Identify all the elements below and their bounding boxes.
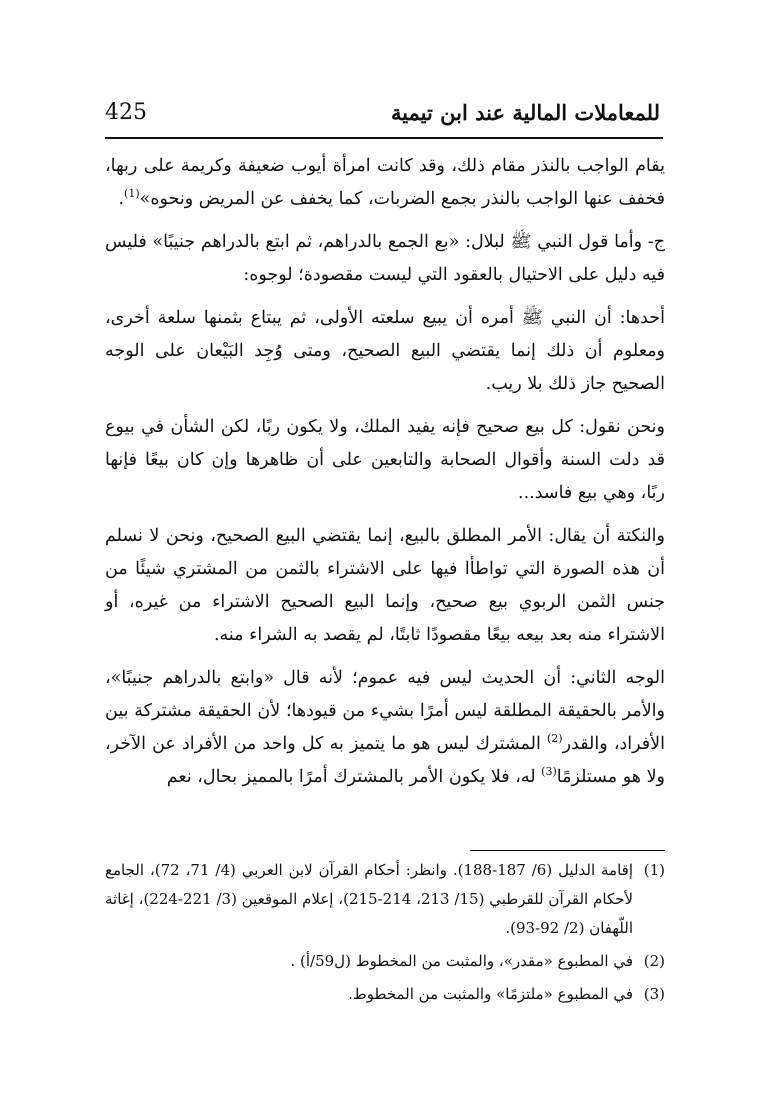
main-text (105, 150, 665, 804)
page-header (105, 100, 660, 136)
paragraph-3 (105, 302, 665, 401)
page-number: 425 (105, 100, 147, 125)
footnote-2 (105, 947, 665, 976)
paragraph-2 (105, 226, 665, 292)
paragraph-1-text: يقام الواجب بالنذر مقام ذلك، وقد كانت امرأة أيوب ضعيفة وكريمة على ربها، فخفف عنها الواجب بالنذر بجمع الضربات، كما يخفف عن المريض ونحوه» (105, 156, 665, 209)
footnote-3-number: (3) (643, 985, 665, 1003)
footnote-2-text: في المطبوع «مقدر»، والمثبت من المخطوط (ل59/أ) . (290, 952, 633, 970)
footnote-1-text: إقامة الدليل (6/ 187-188). وانظر: أحكام القرآن لابن العربي (4/ 71، 72)، الجامع لأحكام القرآن للقرطبي (15/ 213، 214-215)، إعلام الموقعين (3/ 221-224)، إغاثة اللّهفان (2/ 92-93). (105, 861, 634, 937)
paragraph-4-text: ونحن نقول: كل بيع صحيح فإنه يفيد الملك، ولا يكون ربًا، لكن الشأن في بيوع قد دلت السنة وأقوال الصحابة والتابعين على أن ظاهرها وإن كان بيعًا فإنها ربًا، وهي بيع فاسد... (105, 417, 665, 503)
paragraph-3-text: أحدها: أن النبي ﷺ أمره أن يبيع سلعته الأولى، ثم يبتاع بثمنها سلعة أخرى، ومعلوم أن ذلك إنما يقتضي البيع الصحيح، ومتى وُجِد البَيْعان على الوجه الصحيح جاز ذلك بلا ريب. (105, 308, 665, 394)
footnote-2-number: (2) (643, 952, 665, 970)
footnote-1 (105, 856, 665, 943)
paragraph-1 (105, 150, 665, 216)
footnote-ref-3[interactable]: (3) (541, 765, 557, 779)
paragraph-6-text-2: المشترك ليس هو ما يتميز به كل واحد من الأفراد عن الآخر، ولا هو مستلزمًا (105, 734, 665, 787)
footnote-3 (105, 980, 665, 1009)
paragraph-4 (105, 411, 665, 510)
footnote-rule (470, 850, 665, 851)
paragraph-1-trail: . (118, 189, 125, 209)
footnotes (105, 856, 665, 1013)
footnote-ref-1[interactable]: (1) (124, 187, 140, 201)
paragraph-2-text: ج- وأما قول النبي ﷺ لبلال: «بع الجمع بالدراهم، ثم ابتع بالدراهم جنيبًا» فليس فيه دليل على الاحتيال بالعقود التي ليست مقصودة؛ لوجوه: (105, 232, 665, 285)
footnote-3-text: في المطبوع «ملتزمًا» والمثبت من المخطوط. (348, 985, 633, 1003)
paragraph-6 (105, 662, 665, 794)
paragraph-5-text: والنكتة أن يقال: الأمر المطلق بالبيع، إنما يقتضي البيع الصحيح، ونحن لا نسلم أن هذه الصورة التي تواطأا فيها على الاشتراء بالثمن من المشتري شيئًا من جنس الثمن الربوي بيع صحيح، وإنما البيع الصحيح الاشتراء من غيره، أو الاشتراء منه بعد بيعه بيعًا مقصودًا ثابتًا، لم يقصد به الشراء منه. (105, 526, 665, 645)
footnote-ref-2[interactable]: (2) (546, 732, 563, 746)
paragraph-6-text: الوجه الثاني: أن الحديث ليس فيه عموم؛ لأنه قال «وابتع بالدراهم جنيبًا»، والأمر بالحقيقة المطلقة ليس أمرًا بشيء من قيودها؛ لأن الحقيقة مشتركة بين الأفراد، والقدر (105, 668, 665, 754)
footnote-1-number: (1) (643, 861, 665, 879)
paragraph-6-text-3: له، فلا يكون الأمر بالمشترك أمرًا بالمميز بحال، نعم (166, 767, 542, 787)
header-rule (105, 137, 663, 139)
running-title: للمعاملات المالية عند ابن تيمية (390, 100, 660, 125)
paragraph-5 (105, 520, 665, 652)
